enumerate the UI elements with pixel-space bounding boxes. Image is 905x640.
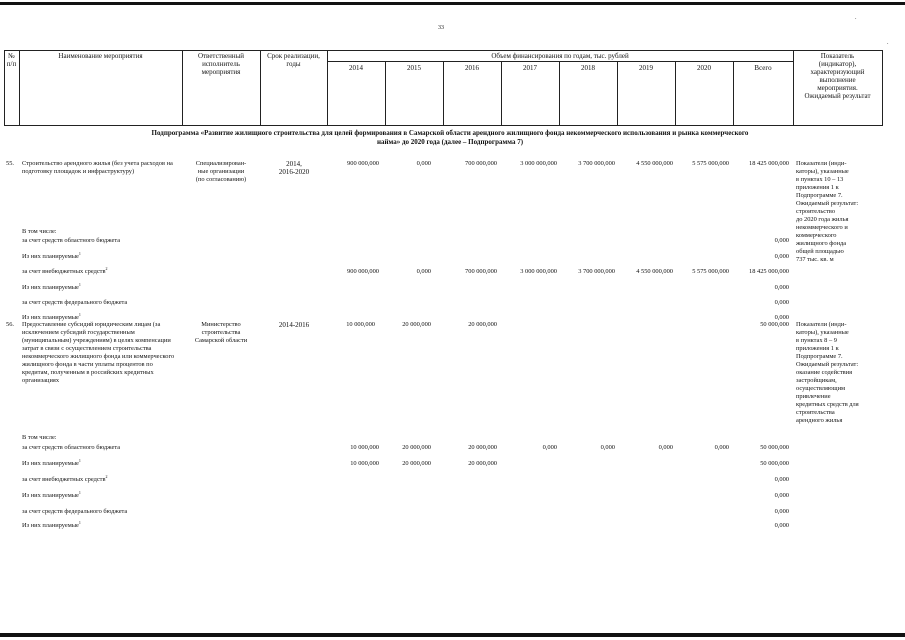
footnote-mark: 1 <box>78 311 81 317</box>
breakdown-row-label: за счет средств федерального бюджета <box>22 299 128 306</box>
footnote-mark: 2 <box>105 265 108 271</box>
breakdown-value: 0,000 <box>774 476 789 483</box>
header-year: 2018 <box>581 64 595 72</box>
footnote-mark: 2 <box>105 473 108 479</box>
item-num: 55. <box>6 160 14 167</box>
value-total: 50 000,000 <box>760 321 789 328</box>
footnote-mark: 1 <box>78 489 81 495</box>
breakdown-value: 0,000 <box>774 284 789 291</box>
in-that-label: В том числе: <box>22 434 57 441</box>
breakdown-row-label: Из них планируемые$^1$ <box>22 281 81 291</box>
breakdown-value: 0,000 <box>774 508 789 515</box>
breakdown-value: 0,000 <box>542 444 557 451</box>
breakdown-value: 0,000 <box>774 253 789 260</box>
breakdown-value: 18 425 000,000 <box>749 268 789 275</box>
item-period: 2014-2016 <box>278 321 310 329</box>
item-num: 56. <box>6 321 14 328</box>
value-2014: 10 000,000 <box>346 321 375 328</box>
breakdown-value: 0,000 <box>416 268 431 275</box>
breakdown-row-label: за счет средств областного бюджета <box>22 237 121 244</box>
value-2014: 900 000,000 <box>347 160 379 167</box>
header-year: 2014 <box>349 64 363 72</box>
breakdown-value: 10 000,000 <box>350 460 379 467</box>
speck: . <box>855 15 857 21</box>
footnote-mark: 1 <box>78 281 81 287</box>
breakdown-value: 0,000 <box>774 522 789 529</box>
in-that-label: В том числе: <box>22 228 57 235</box>
header-name: Наименование мероприятия <box>58 52 143 60</box>
top-rule <box>0 2 905 5</box>
breakdown-value: 3 000 000,000 <box>520 268 557 275</box>
value-total: 18 425 000,000 <box>749 160 789 167</box>
item-name: Строительство арендного жилья (без учета расходов на подготовку площадок и инфраструктуру) <box>22 160 173 175</box>
item-period: 2014, 2016-2020 <box>278 160 310 176</box>
breakdown-value: 50 000,000 <box>760 460 789 467</box>
header-funding: Объем финансирования по годам, тыс. рублей <box>491 52 629 60</box>
header-year: 2017 <box>523 64 537 72</box>
breakdown-row-label: за счет средств областного бюджета <box>22 444 121 451</box>
breakdown-value: 700 000,000 <box>465 268 497 275</box>
value-2015: 0,000 <box>416 160 431 167</box>
header-year: 2015 <box>407 64 421 72</box>
breakdown-value: 50 000,000 <box>760 444 789 451</box>
value-2015: 20 000,000 <box>402 321 431 328</box>
breakdown-value: 0,000 <box>714 444 729 451</box>
breakdown-value: 0,000 <box>658 444 673 451</box>
item-responsible: Министерство строительства Самарской области <box>194 321 248 344</box>
breakdown-value: 0,000 <box>774 237 789 244</box>
breakdown-row-label: за счет внебюджетных средств$^2$ <box>22 265 108 275</box>
breakdown-row-label: за счет внебюджетных средств$^2$ <box>22 473 108 483</box>
header-period: Срок реализации, годы <box>267 52 320 68</box>
header-year: 2019 <box>639 64 653 72</box>
item-responsible: Специализирован- ные организации (по согласованию) <box>195 160 247 183</box>
item-indicator: Показатели (инди- каторы), указанные в пунктах 10 – 13 приложения 1 к Подпрограмме 7. Ожидаемый результат: строительство до 2020 года жилья некоммерческого и коммерческого жилищного фонда общей площадью 737 тыс. кв. м <box>796 160 859 263</box>
breakdown-value: 20 000,000 <box>468 444 497 451</box>
footnote-mark: 1 <box>78 519 81 525</box>
value-2018: 3 700 000,000 <box>578 160 615 167</box>
page-number: 33 <box>438 25 444 31</box>
header-indicator: Показатель (индикатор), характеризующий выполнение мероприятия. Ожидаемый результат <box>804 52 871 100</box>
breakdown-value: 0,000 <box>774 492 789 499</box>
breakdown-value: 0,000 <box>600 444 615 451</box>
breakdown-value: 900 000,000 <box>347 268 379 275</box>
value-2019: 4 550 000,000 <box>636 160 673 167</box>
footnote-mark: 1 <box>78 250 81 256</box>
item-name: Предоставление субсидий юридическим лицам (за исключением субсидий государственным (муниципальным) учреждениям) в целях компенсации затрат в связи с осуществлением строительства некоммерческого жилищного фонда или коммерческого жилищного фонда в части уплаты процентов по кредитам, полученным в российских кредитных организациях <box>22 321 175 384</box>
header-total: Всего <box>754 64 772 72</box>
footnote-mark: 1 <box>78 457 81 463</box>
header-year: 2020 <box>697 64 711 72</box>
breakdown-value: 10 000,000 <box>350 444 379 451</box>
bottom-rule <box>0 633 905 637</box>
speck: . <box>887 40 889 46</box>
breakdown-value: 4 550 000,000 <box>636 268 673 275</box>
value-2016: 700 000,000 <box>465 160 497 167</box>
breakdown-row-label: Из них планируемые$^1$ <box>22 489 81 499</box>
breakdown-value: 0,000 <box>774 299 789 306</box>
breakdown-value: 20 000,000 <box>468 460 497 467</box>
value-2017: 3 000 000,000 <box>520 160 557 167</box>
header-num: № п/п <box>6 52 17 68</box>
item-indicator: Показатели (инди- каторы), указанные в пунктах 8 – 9 приложения 1 к Подпрограмме 7. Ожидаемый результат: оказание содействия застройщикам, осуществляющим привлечение кредитных средств для строительства арендного жилья <box>796 321 859 424</box>
breakdown-value: 20 000,000 <box>402 460 431 467</box>
value-2020: 5 575 000,000 <box>692 160 729 167</box>
breakdown-value: 3 700 000,000 <box>578 268 615 275</box>
header-responsible: Ответственный исполнитель мероприятия <box>197 52 245 76</box>
breakdown-row-label: Из них планируемые$^1$ <box>22 519 81 529</box>
breakdown-row-label: Из них планируемые$^1$ <box>22 311 81 321</box>
breakdown-value: 20 000,000 <box>402 444 431 451</box>
breakdown-row-label: Из них планируемые$^1$ <box>22 250 81 260</box>
breakdown-row-label: за счет средств федерального бюджета <box>22 508 128 515</box>
header-year: 2016 <box>465 64 479 72</box>
subprogram-title: Подпрограмма «Развитие жилищного строительства для целей формирования в Самарской области арендного жилищного фонда некоммерческого использования и рынка коммерческого найма» до 2020 года (далее – Подпрограмма 7) <box>151 129 749 146</box>
breakdown-row-label: Из них планируемые$^1$ <box>22 457 81 467</box>
breakdown-value: 5 575 000,000 <box>692 268 729 275</box>
breakdown-value: 0,000 <box>774 314 789 321</box>
value-2016: 20 000,000 <box>468 321 497 328</box>
